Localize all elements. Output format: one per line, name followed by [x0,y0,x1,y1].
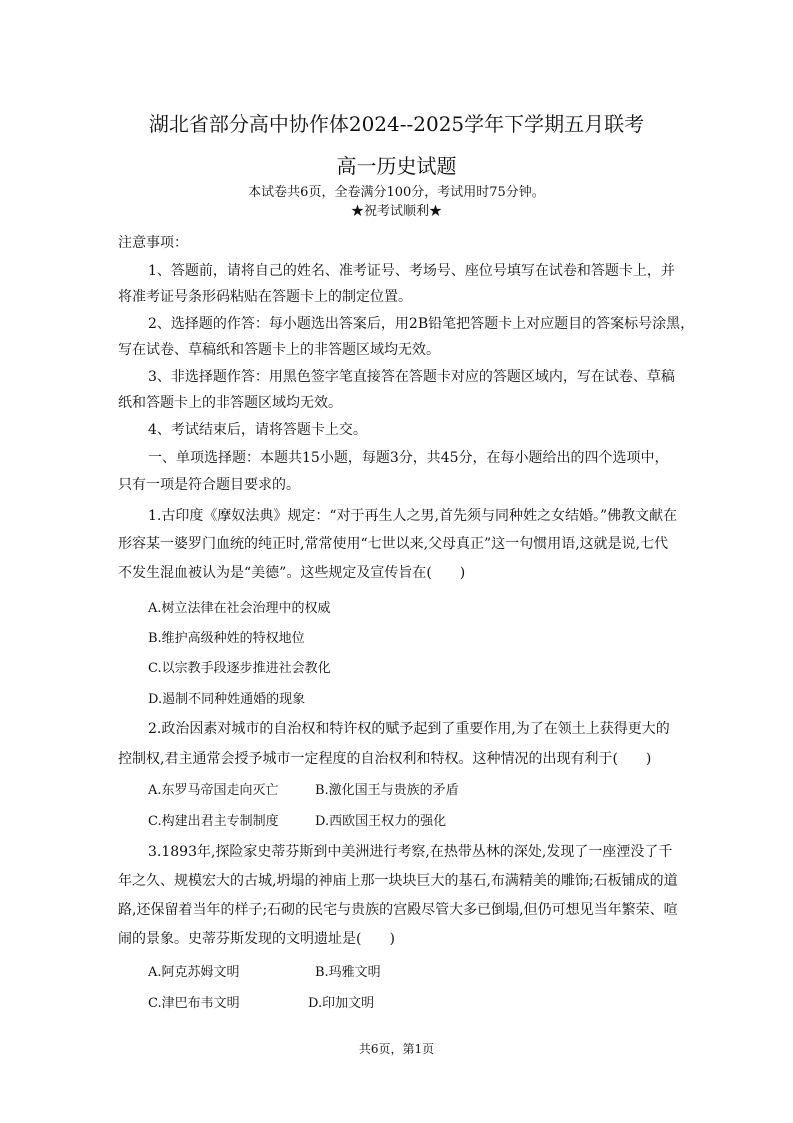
notice-item-4: 4、考试结束后，请将答题卡上交。 [148,422,367,438]
notice-item-2-line-2: 写在试卷、草稿纸和答题卡上的非答题区域均无效。 [118,342,440,358]
question-2-line-1: 2.政治因素对城市的自治权和特许权的赋予起到了重要作用,为了在领土上获得更大的 [148,721,670,737]
notice-item-3-line-1: 3、非选择题作答：用黑色签字笔直接答在答题卡对应的答题区域内，写在试卷、草稿 [148,369,675,385]
question-2-option-a: A.东罗马帝国走向灭亡 [148,783,279,798]
question-3-option-b: B.玛雅文明 [315,965,381,980]
page-footer: 共6页，第1页 [358,1042,435,1056]
question-3-option-a: A.阿克苏姆文明 [148,965,240,980]
question-1-option-b: B.维护高级种姓的特权地位 [148,631,305,646]
good-luck-line: ★祝考试顺利★ [350,204,442,219]
question-1-option-a: A.树立法律在社会治理中的权威 [148,601,331,616]
question-3-line-1: 3.1893年,探险家史蒂芬斯到中美洲进行考察,在热带丛林的深处,发现了一座湮没了千 [148,844,673,860]
question-1-option-c: C.以宗教手段逐步推进社会教化 [148,661,331,676]
question-3-line-3: 路,还保留着当年的样子;石砌的民宅与贵族的宫殿尽管大多已倒塌,但仍可想见当年繁荣、喧 [118,902,678,918]
question-1-line-2: 形容某一婆罗门血统的纯正时,常常使用“七世以来,父母真正”这一句惯用语,这就是说,七代 [118,536,669,552]
notice-item-2-line-1: 2、选择题的作答：每小题选出答案后，用2B铅笔把答题卡上对应题目的答案标号涂黑， [148,316,695,332]
question-3-option-c: C.津巴布韦文明 [148,996,240,1011]
question-1-line-1: 1.古印度《摩奴法典》规定：“对于再生人之男,首先须与同种姓之女结婚。”佛教文献在 [148,508,678,524]
question-2-option-c: C.构建出君主专制制度 [148,814,279,829]
question-2-line-2: 控制权,君主通常会授予城市一定程度的自治权利和特权。这种情况的出现有利于( ) [118,751,652,767]
exam-title: 湖北省部分高中协作体2024--2025学年下学期五月联考 [148,112,645,136]
question-3-line-2: 年之久、规模宏大的古城,坍塌的神庙上那一块块巨大的基石,布满精美的雕饰;石板铺成的道 [118,873,678,889]
notice-item-3-line-2: 纸和答题卡上的非答题区域均无效。 [118,395,342,411]
question-1-line-3: 不发生混血被认为是“美德”。这些规定及宣传旨在( ) [118,565,466,581]
subject-title: 高一历史试题 [336,154,457,178]
notice-label: 注意事项： [118,235,188,251]
section-heading-line-2: 只有一项是符合题目要求的。 [118,477,300,493]
question-2-option-d: D.西欧国王权力的强化 [315,814,447,829]
question-3-line-4: 闹的景象。史蒂芬斯发现的文明遗址是( ) [118,931,395,947]
notice-item-1-line-2: 将准考证号条形码粘贴在答题卡上的制定位置。 [118,289,412,305]
section-heading-line-1: 一、单项选择题：本题共15小题，每题3分，共45分，在每小题给出的四个选项中， [148,450,669,466]
notice-item-1-line-1: 1、答题前，请将自己的姓名、准考证号、考场号、座位号填写在试卷和答题卡上，并 [148,263,675,279]
question-2-option-b: B.激化国王与贵族的矛盾 [315,783,459,798]
exam-info: 本试卷共6页，全卷满分100分，考试用时75分钟。 [248,185,545,200]
question-3-option-d: D.印加文明 [308,996,375,1011]
question-1-option-d: D.遏制不同种姓通婚的现象 [148,692,306,707]
